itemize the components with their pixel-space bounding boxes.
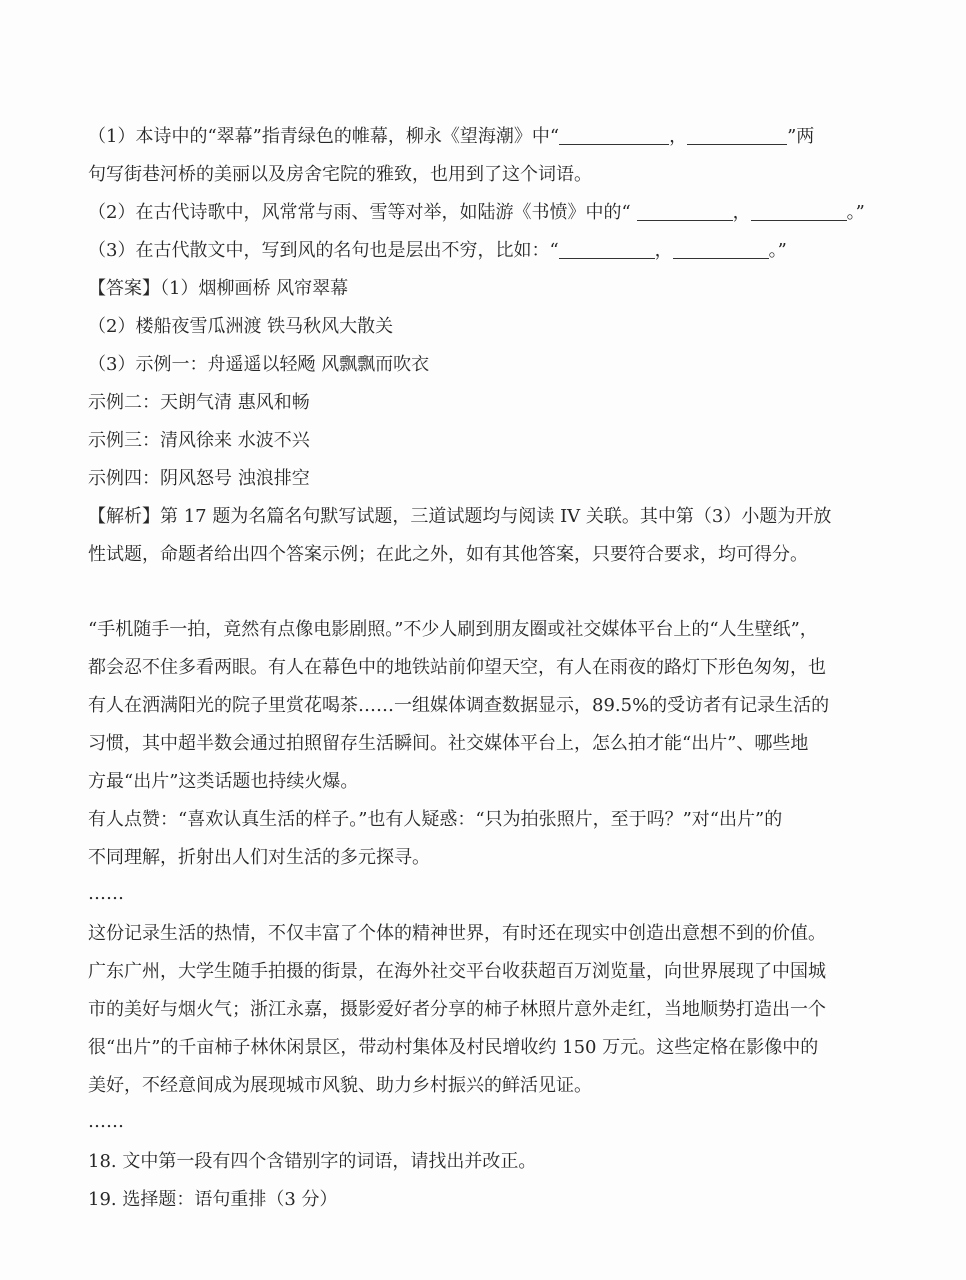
passage-ellipsis-1: …… [88,883,124,904]
q17-part2-sep: ， [732,202,751,223]
passage-line-13: 美好，不经意间成为展现城市风貌、助力乡村振兴的鲜活见证。 [88,1075,592,1096]
passage-line-6: 有人点赞：“喜欢认真生活的样子。”也有人疑惑：“只为拍张照片，至于吗？”对“出片”的 [88,809,783,830]
fill-blank-3[interactable] [637,202,733,221]
q17-part3-tail: 。” [768,240,787,261]
q17-part1-sep: ， [669,126,688,147]
q17-part1-text: （1）本诗中的“翠幕”指青绿色的帷幕，柳永《望海潮》中“ [88,126,560,147]
passage-line-9: 这份记录生活的热情，不仅丰富了个体的精神世界，有时还在现实中创造出意想不到的价值。 [88,923,826,944]
q17-part2 [88,201,888,225]
q17-part1-line2: 句写街巷河桥的美丽以及房舍宅院的雅致，也用到了这个词语。 [88,164,592,185]
q17-part3-sep: ， [654,240,673,261]
fill-blank-4[interactable] [751,202,847,221]
passage-line-11: 市的美好与烟火气；浙江永嘉，摄影爱好者分享的柿子林照片意外走红，当地顺势打造出一个 [88,999,826,1020]
answer-line-6: 示例四：阴风怒号 浊浪排空 [88,468,310,489]
q17-part2-tail: 。” [846,202,865,223]
passage-line-12: 很“出片”的千亩柿子林休闲景区，带动村集体及村民增收约 150 万元。这些定格在影像中的 [88,1037,819,1058]
passage-line-2: 都会忍不住多看两眼。有人在幕色中的地铁站前仰望天空，有人在雨夜的路灯下形色匆匆，也 [88,657,826,678]
q17-part1-tail: ”两 [787,126,815,147]
question-18: 18. 文中第一段有四个含错别字的词语，请找出并改正。 [88,1151,537,1172]
passage-line-1: “手机随手一拍，竟然有点像电影剧照。”不少人刷到朋友圈或社交媒体平台上的“人生壁纸”， [88,619,818,640]
passage-ellipsis-2: …… [88,1111,124,1132]
answer-line-3: （3）示例一：舟遥遥以轻飏 风飘飘而吹衣 [88,354,430,375]
answer-line-5: 示例三：清风徐来 水波不兴 [88,430,310,451]
q17-part1-line1 [88,125,888,149]
fill-blank-6[interactable] [673,240,769,259]
answer-line-2: （2）楼船夜雪瓜洲渡 铁马秋风大散关 [88,316,394,337]
fill-blank-2[interactable] [687,126,787,145]
passage-line-7: 不同理解，折射出人们对生活的多元探寻。 [88,847,430,868]
q17-part3 [88,239,888,263]
passage-line-4: 习惯，其中超半数会通过拍照留存生活瞬间。社交媒体平台上，怎么拍才能“出片”、哪些地 [88,733,809,754]
passage-line-5: 方最“出片”这类话题也持续火爆。 [88,771,359,792]
q17-part3-text: （3）在古代散文中，写到风的名句也是层出不穷，比如：“ [88,240,559,261]
answer-line-4: 示例二：天朗气清 惠风和畅 [88,392,310,413]
fill-blank-5[interactable] [559,240,655,259]
answer-line-1: 【答案】（1）烟柳画桥 风帘翠幕 [88,278,349,299]
question-19: 19. 选择题：语句重排（3 分） [88,1189,338,1210]
passage-line-3: 有人在洒满阳光的院子里赏花喝茶……一组媒体调查数据显示，89.5%的受访者有记录生活的 [88,695,830,716]
fill-blank-1[interactable] [559,126,669,145]
analysis-line-1: 【解析】第 17 题为名篇名句默写试题，三道试题均与阅读 IV 关联。其中第（3）小题为开放 [88,506,832,527]
analysis-line-2: 性试题，命题者给出四个答案示例；在此之外，如有其他答案，只要符合要求，均可得分。 [88,544,808,565]
passage-line-10: 广东广州，大学生随手拍摄的街景，在海外社交平台收获超百万浏览量，向世界展现了中国城 [88,961,826,982]
q17-part2-text: （2）在古代诗歌中，风常常与雨、雪等对举，如陆游《书愤》中的“ [88,202,631,223]
